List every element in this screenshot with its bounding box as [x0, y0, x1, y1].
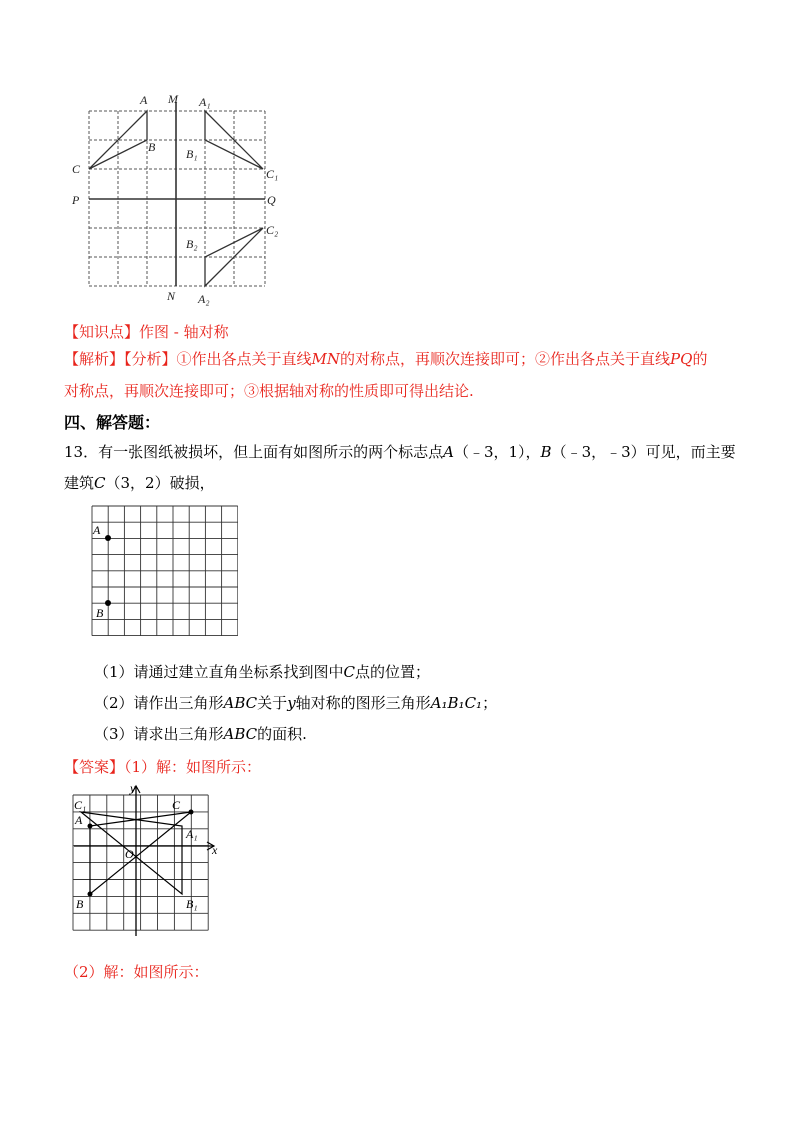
point-b [105, 600, 111, 606]
answer-line [64, 757, 261, 777]
label-b: B [148, 140, 156, 154]
point-a-ref: A [443, 443, 454, 461]
problem-text: （﹣3，1）， [453, 443, 541, 461]
symmetry-figure-1 [60, 88, 300, 310]
section-title: 四、解答题： [64, 413, 161, 432]
label-c2: C₂ [266, 223, 279, 237]
triangle-abc [89, 111, 147, 169]
question-text: 点的位置； [355, 663, 431, 681]
label-b1: B₁ [186, 147, 198, 161]
label-x: x [212, 843, 218, 857]
label-o: O [125, 847, 134, 861]
problem-line-1 [64, 442, 736, 462]
point-c [189, 810, 194, 815]
question-text: （2）请作出三角形 [94, 694, 224, 712]
point-b-ref: B [540, 443, 552, 461]
problem-text: 建筑 [64, 474, 95, 492]
label-c1: C₁ [74, 798, 87, 812]
label-a: A [75, 813, 83, 827]
question-text: 关于 [257, 694, 288, 712]
problem-text: （3，2）破损， [105, 474, 215, 492]
label-n: N [167, 289, 176, 303]
answer-tag: 【答案】 [64, 758, 125, 776]
point-b [88, 892, 93, 897]
label-c: C [172, 798, 181, 812]
label-b2: B₂ [186, 237, 198, 251]
analysis-text: 的 [692, 350, 708, 368]
question-text: （1）请通过建立直角坐标系找到图中 [94, 663, 344, 681]
analysis-line-2 [64, 381, 474, 401]
analysis-pq: PQ [670, 350, 693, 368]
answer-2-line: （2）解：如图所示： [64, 963, 209, 981]
label-a2: A₂ [198, 292, 210, 306]
triangle-abc-ref: ABC [223, 725, 258, 743]
point-a [88, 824, 93, 829]
point-c-ref: C [343, 663, 356, 681]
analysis-tag: 【解析】 [64, 350, 125, 368]
answer-text: （1）解：如图所示： [124, 758, 262, 776]
label-q: Q [267, 193, 276, 207]
question-text: ； [482, 694, 498, 712]
label-a1: A₁ [186, 827, 198, 841]
triangle-abc-ref: ABC [223, 694, 258, 712]
question-text: 的面积. [257, 725, 307, 743]
label-m: M [168, 92, 178, 106]
problem-line-2 [64, 473, 215, 493]
analysis-mn: MN [311, 350, 341, 368]
label-b1: B₁ [186, 897, 198, 911]
damaged-map-figure [88, 504, 238, 644]
label-c: C [72, 162, 81, 176]
label-a: A [93, 523, 101, 537]
label-b: B [96, 606, 104, 620]
triangle-a1b1c1-ref: A₁B₁C₁ [430, 694, 483, 712]
label-b: B [76, 897, 84, 911]
question-2 [94, 693, 497, 713]
question-3 [94, 724, 307, 744]
analysis-text: 对称点，再顺次连接即可；③根据轴对称的性质即可得出结论. [64, 382, 474, 400]
analysis-line-1 [64, 349, 707, 369]
label-a1: A₁ [199, 95, 211, 109]
analysis-text: ①作出各点关于直线 [176, 350, 312, 368]
knowledge-point-line [64, 322, 229, 342]
label-c1: C₁ [266, 167, 279, 181]
label-a: A [140, 93, 148, 107]
label-y: y [130, 782, 136, 795]
coordinate-solution-figure [62, 782, 232, 942]
question-1 [94, 662, 430, 682]
point-a [105, 535, 111, 541]
problem-text: 13．有一张图纸被损坏，但上面有如图所示的两个标志点 [64, 443, 444, 461]
question-text: （3）请求出三角形 [94, 725, 224, 743]
analysis-text: 的对称点，再顺次连接即可；②作出各点关于直线 [340, 350, 671, 368]
point-c-ref: C [94, 474, 106, 492]
problem-text: （﹣3，﹣3）可见，而主要 [551, 443, 736, 461]
y-axis-ref: y [287, 694, 296, 712]
question-text: 轴对称的图形三角形 [295, 694, 431, 712]
analysis-subtag: 【分析】 [124, 350, 177, 368]
knowledge-tag: 【知识点】 [64, 323, 140, 341]
label-p: P [72, 193, 80, 207]
knowledge-text: 作图 - 轴对称 [139, 323, 229, 341]
